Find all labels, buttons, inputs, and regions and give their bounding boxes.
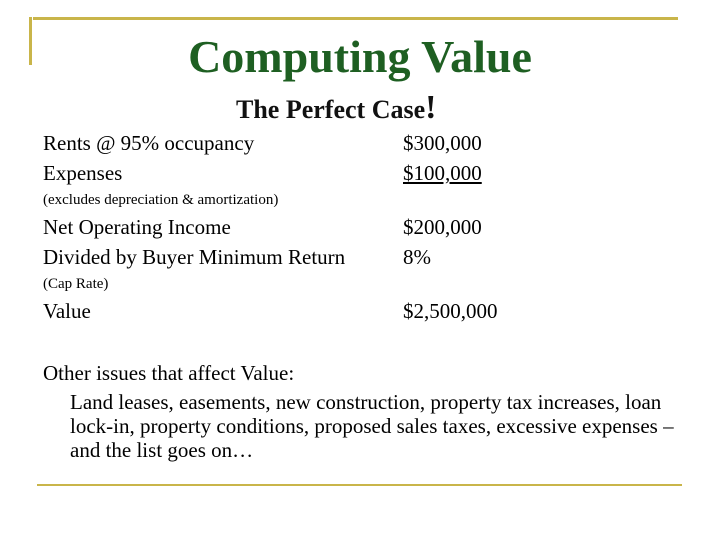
cap-rate-note: (Cap Rate) [43,276,109,292]
value-amount: $2,500,000 [403,299,498,323]
expenses-value: $100,000 [403,161,482,185]
expenses-label: Expenses [43,161,123,185]
top-accent-line [33,17,678,20]
issues-heading: Other issues that affect Value: [43,361,295,385]
expenses-note: (excludes depreciation & amortization) [43,192,279,208]
noi-value: $200,000 [403,215,482,239]
issues-text: Land leases, easements, new construction, property tax increases, loan lock-in, property conditions, proposed sales taxes, excessive expenses – and the list goes on… [70,390,674,462]
rents-value: $300,000 [403,131,482,155]
value-label: Value [43,299,91,323]
return-label: Divided by Buyer Minimum Return [43,245,346,269]
slide-subtitle [236,90,436,128]
rents-label: Rents @ 95% occupancy [43,131,255,155]
bottom-accent-line [37,484,682,486]
noi-label: Net Operating Income [43,215,231,239]
slide-title: Computing Value [188,31,532,82]
subtitle-text: The Perfect Case [236,95,426,124]
subtitle-exclamation: ! [425,89,437,126]
return-value: 8% [403,245,431,269]
